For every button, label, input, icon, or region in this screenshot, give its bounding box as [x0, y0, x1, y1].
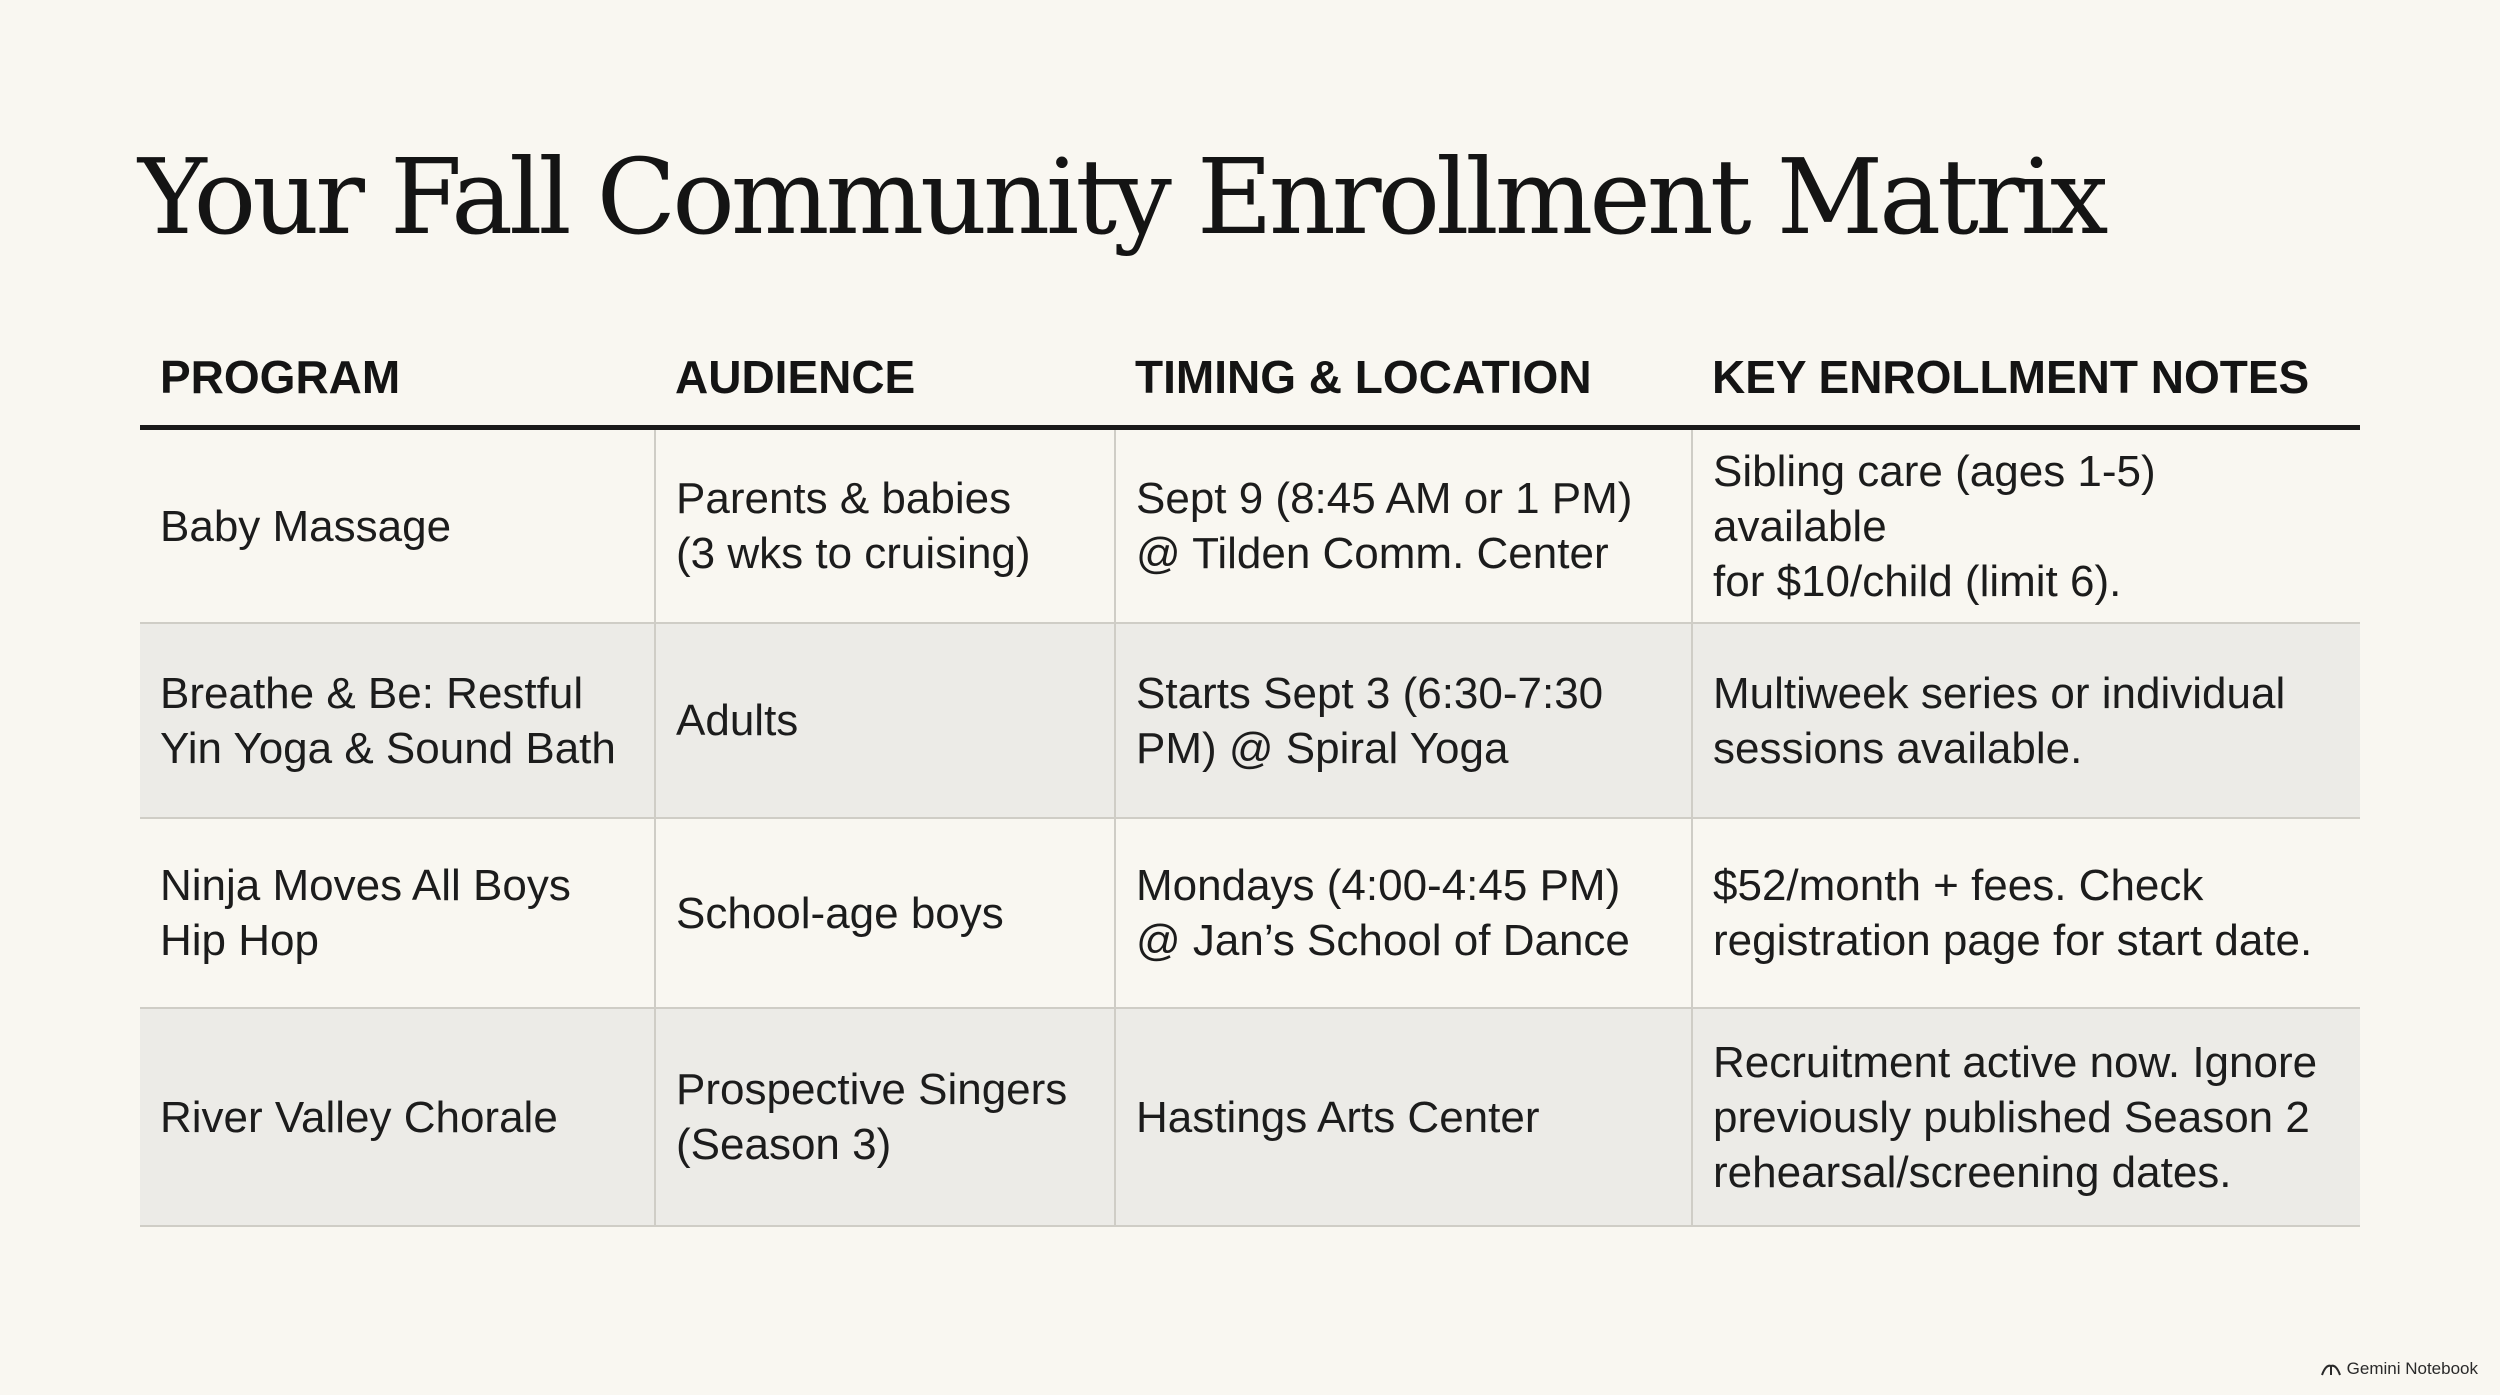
cell-audience [655, 428, 1115, 624]
cell-line: Starts Sept 3 (6:30-7:30 [1136, 668, 1604, 718]
header-timing-location: TIMING & LOCATION [1115, 328, 1692, 428]
cell-line: Ninja Moves All Boys [160, 861, 571, 910]
cell-program [140, 1008, 655, 1226]
cell-line: Sept 9 (8:45 AM or 1 PM) [1136, 474, 1633, 523]
table-header-row [140, 328, 2360, 428]
cell-timing-location [1115, 818, 1692, 1008]
cell-timing-location [1115, 623, 1692, 818]
cell-line: PM) @ Spiral Yoga [1136, 723, 1509, 773]
enrollment-matrix-table [140, 328, 2360, 1227]
cell-line: Prospective Singers [676, 1065, 1068, 1114]
cell-line: sessions available. [1713, 723, 2083, 773]
cell-line: Yin Yoga & Sound Bath [160, 723, 616, 773]
cell-notes [1692, 818, 2360, 1008]
cell-timing-location [1115, 428, 1692, 624]
cell-line: for $10/child (limit 6). [1713, 556, 2122, 606]
cell-program [140, 623, 655, 818]
table-row [140, 1008, 2360, 1226]
cell-line: registration page for start date. [1713, 916, 2313, 965]
cell-line: rehearsal/screening dates. [1713, 1147, 2232, 1197]
table-row [140, 428, 2360, 624]
cell-line: @ Tilden Comm. Center [1136, 529, 1609, 578]
cell-line: Sibling care (ages 1-5) available [1713, 446, 2156, 551]
cell-line: Mondays (4:00-4:45 PM) [1136, 861, 1621, 910]
notebook-logo-icon [2321, 1362, 2341, 1376]
cell-line: River Valley Chorale [160, 1092, 558, 1142]
cell-line: (3 wks to cruising) [676, 529, 1031, 578]
header-program: PROGRAM [140, 328, 655, 428]
cell-line: Hastings Arts Center [1136, 1092, 1540, 1142]
cell-line: Hip Hop [160, 916, 319, 965]
cell-line: previously published Season 2 [1713, 1092, 2310, 1142]
cell-line: @ Jan’s School of Dance [1136, 916, 1630, 965]
table-row [140, 623, 2360, 818]
cell-line: $52/month + fees. Check [1713, 861, 2204, 910]
cell-notes [1692, 428, 2360, 624]
cell-line: Multiweek series or individual [1713, 668, 2286, 718]
header-audience: AUDIENCE [655, 328, 1115, 428]
watermark-text: Gemini Notebook [2346, 1359, 2478, 1378]
cell-line: Adults [676, 696, 799, 745]
cell-line: Baby Massage [160, 501, 452, 551]
cell-program [140, 818, 655, 1008]
cell-line: (Season 3) [676, 1120, 892, 1169]
cell-timing-location [1115, 1008, 1692, 1226]
cell-audience [655, 1008, 1115, 1226]
cell-audience [655, 818, 1115, 1008]
watermark [2321, 1359, 2478, 1379]
cell-audience [655, 623, 1115, 818]
cell-program [140, 428, 655, 624]
cell-line: School-age boys [676, 888, 1004, 938]
cell-line: Breathe & Be: Restful [160, 668, 584, 718]
page-title: Your Fall Community Enrollment Matrix [138, 136, 2105, 258]
cell-line: Recruitment active now. Ignore [1713, 1037, 2318, 1087]
cell-line: Parents & babies [676, 474, 1012, 523]
table-row [140, 818, 2360, 1008]
header-key-enrollment-notes: KEY ENROLLMENT NOTES [1692, 328, 2360, 428]
cell-notes [1692, 623, 2360, 818]
cell-notes [1692, 1008, 2360, 1226]
